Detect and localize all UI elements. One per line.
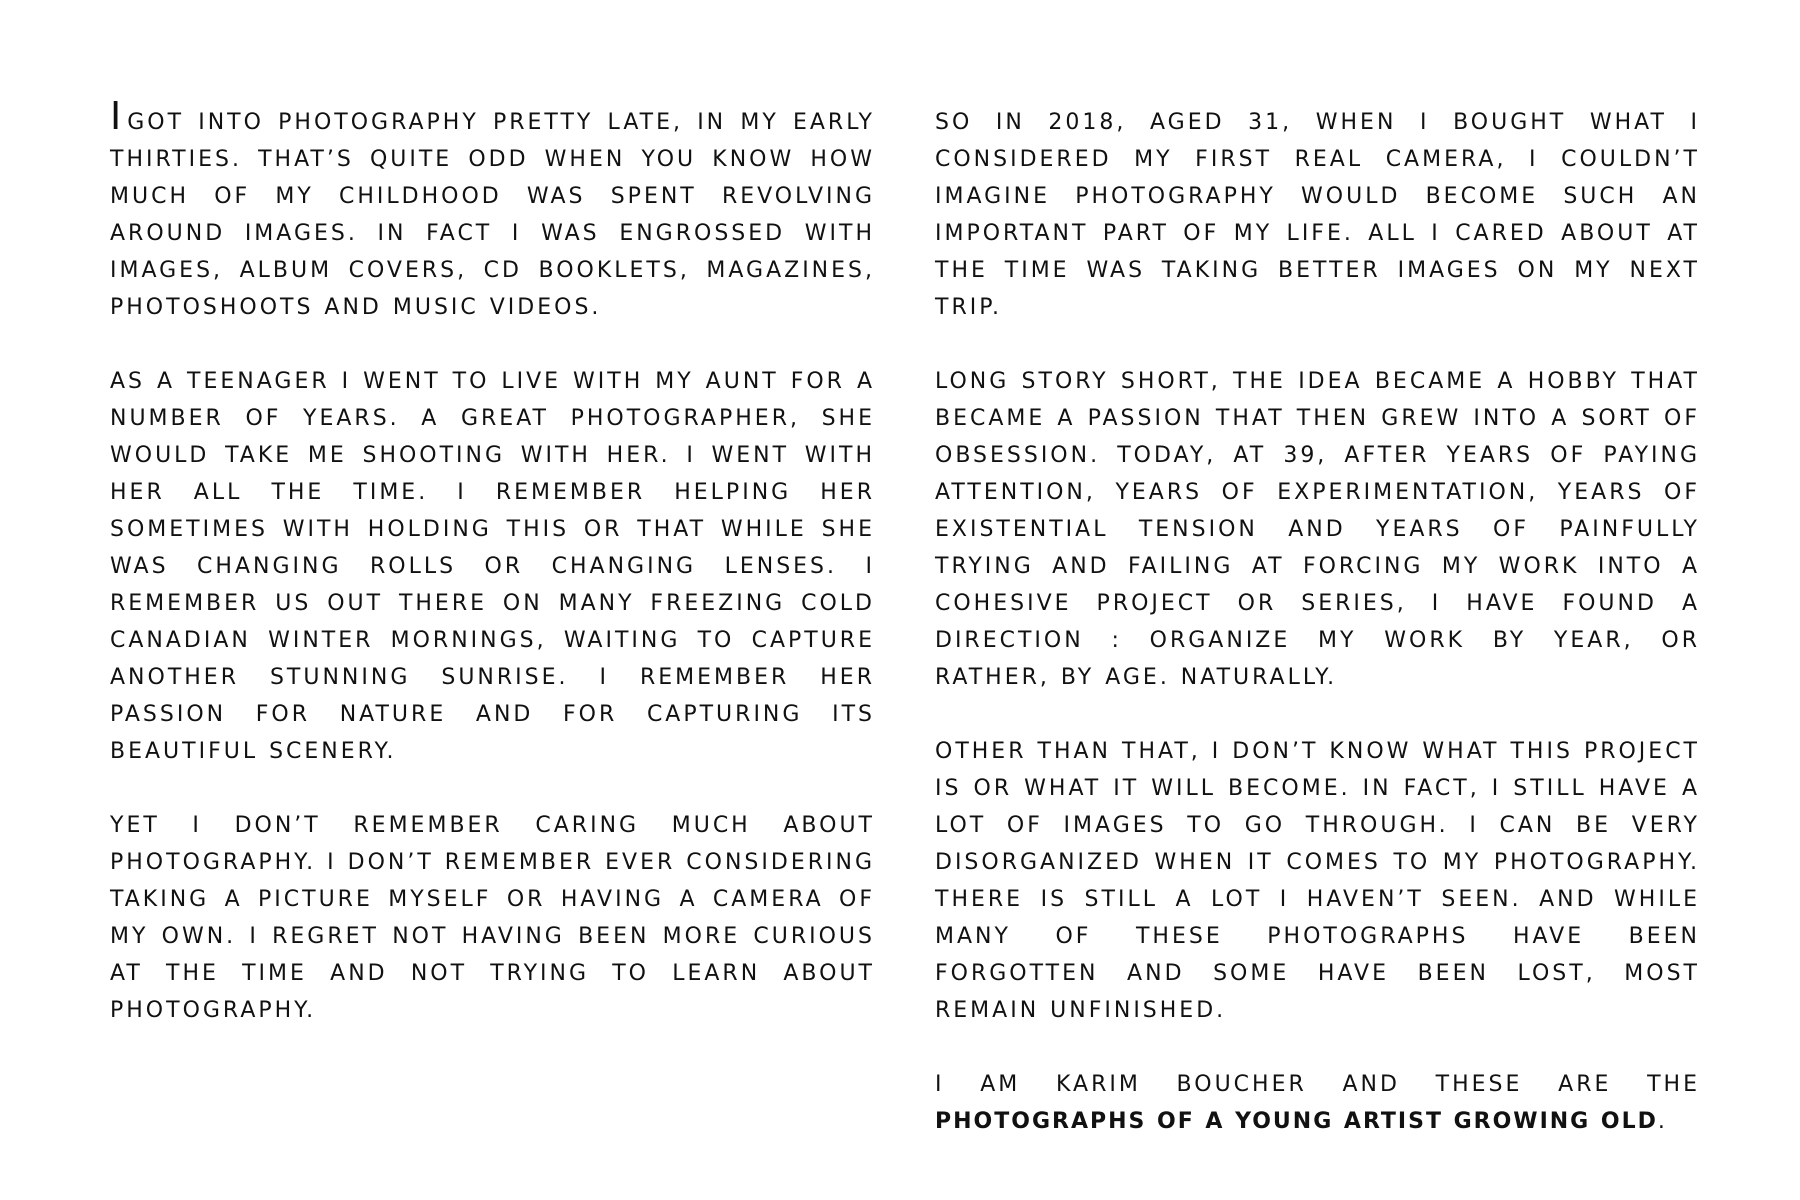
left-column <box>110 94 875 1066</box>
unfinished-paragraph: OTHER THAN THAT, I DON’T KNOW WHAT THIS PROJECT IS OR WHAT IT WILL BECOME. IN FACT, I STILL HAVE A LOT OF IMAGES TO GO THROUGH. I CAN BE VERY DISORGANIZED WHEN IT COMES TO MY PHOTOGRAPHY. THERE IS STILL A LOT I HAVEN’T SEEN. AND WHILE MANY OF THESE PHOTOGRAPHS HAVE BEEN FORGOTTEN AND SOME HAVE BEEN LOST, MOST REMAIN UNFINISHED. <box>935 739 1700 1023</box>
direction-paragraph: LONG STORY SHORT, THE IDEA BECAME A HOBBY THAT BECAME A PASSION THAT THEN GREW INTO A SORT OF OBSESSION. TODAY, AT 39, AFTER YEARS OF PAYING ATTENTION, YEARS OF EXPERIMENTATION, YEARS OF EXISTENTIAL TENSION AND YEARS OF PAINFULLY TRYING AND FAILING AT FORCING MY WORK INTO A COHESIVE PROJECT OR SERIES, I HAVE FOUND A DIRECTION : ORGANIZE MY WORK BY YEAR, OR RATHER, BY AGE. NATURALLY. <box>935 369 1700 690</box>
right-column <box>935 104 1700 1177</box>
drop-cap: I <box>110 94 122 138</box>
intro-paragraph <box>110 94 875 326</box>
aunt-paragraph: AS A TEENAGER I WENT TO LIVE WITH MY AUNT FOR A NUMBER OF YEARS. A GREAT PHOTOGRAPHER, SHE WOULD TAKE ME SHOOTING WITH HER. I WENT WITH HER ALL THE TIME. I REMEMBER HELPING HER SOMETIMES WITH HOLDING THIS OR THAT WHILE SHE WAS CHANGING ROLLS OR CHANGING LENSES. I REMEMBER US OUT THERE ON MANY FREEZING COLD CANADIAN WINTER MORNINGS, WAITING TO CAPTURE ANOTHER STUNNING SUNRISE. I REMEMBER HER PASSION FOR NATURE AND FOR CAPTURING ITS BEAUTIFUL SCENERY. <box>110 369 875 764</box>
first-camera-paragraph: SO IN 2018, AGED 31, WHEN I BOUGHT WHAT I CONSIDERED MY FIRST REAL CAMERA, I COULDN’T IMAGINE PHOTOGRAPHY WOULD BECOME SUCH AN IMPORTANT PART OF MY LIFE. ALL I CARED ABOUT AT THE TIME WAS TAKING BETTER IMAGES ON MY NEXT TRIP. <box>935 110 1700 320</box>
regret-paragraph: YET I DON’T REMEMBER CARING MUCH ABOUT PHOTOGRAPHY. I DON’T REMEMBER EVER CONSIDERING TAKING A PICTURE MYSELF OR HAVING A CAMERA OF MY OWN. I REGRET NOT HAVING BEEN MORE CURIOUS AT THE TIME AND NOT TRYING TO LEARN ABOUT PHOTOGRAPHY. <box>110 813 875 1023</box>
signature-suffix: . <box>1657 1109 1668 1134</box>
signature-prefix: I AM KARIM BOUCHER AND THESE ARE THE <box>935 1072 1700 1097</box>
signature-paragraph <box>935 1066 1700 1140</box>
project-title: PHOTOGRAPHS OF A YOUNG ARTIST GROWING OLD <box>935 1109 1658 1134</box>
intro-paragraph-text: GOT INTO PHOTOGRAPHY PRETTY LATE, IN MY EARLY THIRTIES. THAT’S QUITE ODD WHEN YOU KNOW HOW MUCH OF MY CHILDHOOD WAS SPENT REVOLVING AROUND IMAGES. IN FACT I WAS ENGROSSED WITH IMAGES, ALBUM COVERS, CD BOOKLETS, MAGAZINES, PHOTOSHOOTS AND MUSIC VIDEOS. <box>110 110 875 320</box>
